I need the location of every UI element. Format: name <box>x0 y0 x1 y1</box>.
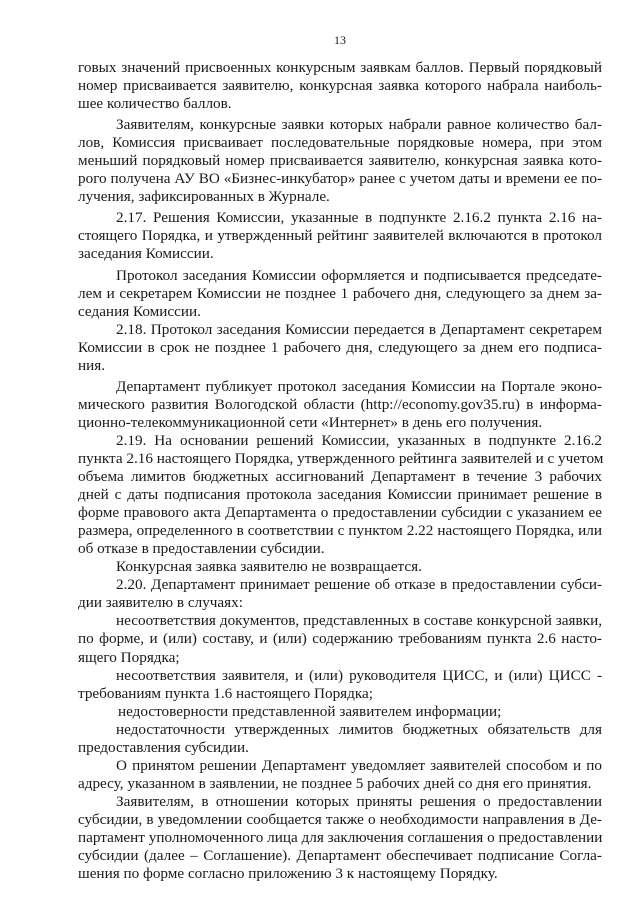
text-line: Заявителям, конкурсные заявки которых набрали равное количество бал- <box>116 116 602 134</box>
text-line: субсидии (далее – Соглашение). Департамент обеспечивает подписание Согла- <box>78 847 602 865</box>
text-line: седания Комиссии. <box>78 302 201 320</box>
text-line: форме правового акта Департамента о предоставлении субсидии с указанием ее <box>78 504 602 522</box>
text-line: 2.20. Департамент принимает решение об отказе в предоставлении субси- <box>116 576 602 594</box>
text-line: партамент уполномоченного лица для заключения соглашения о предоставлении <box>78 828 603 846</box>
text-line: О принятом решении Департамент уведомляет заявителей способом и по <box>116 756 602 774</box>
text-line: пункта 2.16 настоящего Порядка, утвержденного рейтинга заявителей и с учетом <box>78 449 604 467</box>
text-line: номер присваивается заявителю, конкурсная заявка которого набрала наиболь- <box>78 77 602 95</box>
text-line: об отказе в предоставлении субсидии. <box>78 540 325 558</box>
text-line: Конкурсная заявка заявителю не возвращается. <box>116 558 422 576</box>
text-line: объема лимитов бюджетных ассигнований Департамент в течение 3 рабочих <box>78 468 602 486</box>
text-line: недостаточности утвержденных лимитов бюджетных обязательств для <box>116 720 602 738</box>
text-line: меньший порядковый номер присваивается заявителю, конкурсная заявка кото- <box>78 152 602 170</box>
text-line: несоответствия документов, представленных в составе конкурсной заявки, <box>116 612 602 630</box>
text-line: 2.19. На основании решений Комиссии, указанных в подпункте 2.16.2 <box>116 431 602 449</box>
page-number: 13 <box>334 33 346 47</box>
text-line: лем и секретарем Комиссии не позднее 1 рабочего дня, следующего за днем за- <box>78 284 602 302</box>
text-line: стоящего Порядка, и утвержденный рейтинг заявителей включаются в протокол <box>78 227 602 245</box>
text-line: ния. <box>78 356 106 374</box>
text-line: шее количество баллов. <box>78 95 232 113</box>
text-line: Комиссии в срок не позднее 1 рабочего дня, следующего за днем его подписа- <box>78 338 602 356</box>
text-line: ционно-телекоммуникационной сети «Интернет» в день его получения. <box>78 413 543 431</box>
text-line: субсидии, в уведомлении сообщается также о необходимости направления в Де- <box>78 810 602 828</box>
text-line: лов, Комиссия присваивает последовательные порядковые номера, при этом <box>78 134 602 152</box>
text-line: предоставления субсидии. <box>78 738 249 756</box>
text-line: мического развития Вологодской области (http://economy.gov35.ru) в информа- <box>78 395 602 413</box>
text-line: Протокол заседания Комиссии оформляется и подписывается председате- <box>116 266 602 284</box>
text-line: требованиям пункта 1.6 настоящего Порядка; <box>78 684 373 702</box>
text-line: несоответствия заявителя, и (или) руководителя ЦИСС, и (или) ЦИСС - <box>116 666 602 684</box>
text-line: 2.18. Протокол заседания Комиссии передается в Департамент секретарем <box>116 320 602 338</box>
text-line: ящего Порядка; <box>78 648 180 666</box>
text-line: по форме, и (или) составу, и (или) содержанию требованиям пункта 2.6 насто- <box>78 630 602 648</box>
text-line: адресу, указанном в заявлении, не позднее 5 рабочих дней со дня его принятия. <box>78 774 592 792</box>
text-line: шения по форме согласно приложению 3 к настоящему Порядку. <box>78 865 498 883</box>
text-line: Департамент публикует протокол заседания Комиссии на Портале эконо- <box>116 377 602 395</box>
text-line: недостоверности представленной заявителем информации; <box>118 702 502 720</box>
text-line: 2.17. Решения Комиссии, указанные в подпункте 2.16.2 пункта 2.16 на- <box>116 209 602 227</box>
text-line: рого получена АУ ВО «Бизнес-инкубатор» ранее с учетом даты и времени ее по- <box>78 170 602 188</box>
document-body <box>78 59 602 883</box>
text-line: Заявителям, в отношении которых приняты решения о предоставлении <box>116 792 602 810</box>
text-line: заседания Комиссии. <box>78 245 214 263</box>
text-line: говых значений присвоенных конкурсным заявкам баллов. Первый порядковый <box>78 59 602 76</box>
text-line: дии заявителю в случаях: <box>78 594 243 612</box>
text-line: лучения, зафиксированных в Журнале. <box>78 188 330 206</box>
text-line: дней с даты подписания протокола заседания Комиссии принимает решение в <box>78 486 602 504</box>
text-line: размера, определенного в соответствии с пунктом 2.22 настоящего Порядка, или <box>78 522 602 540</box>
